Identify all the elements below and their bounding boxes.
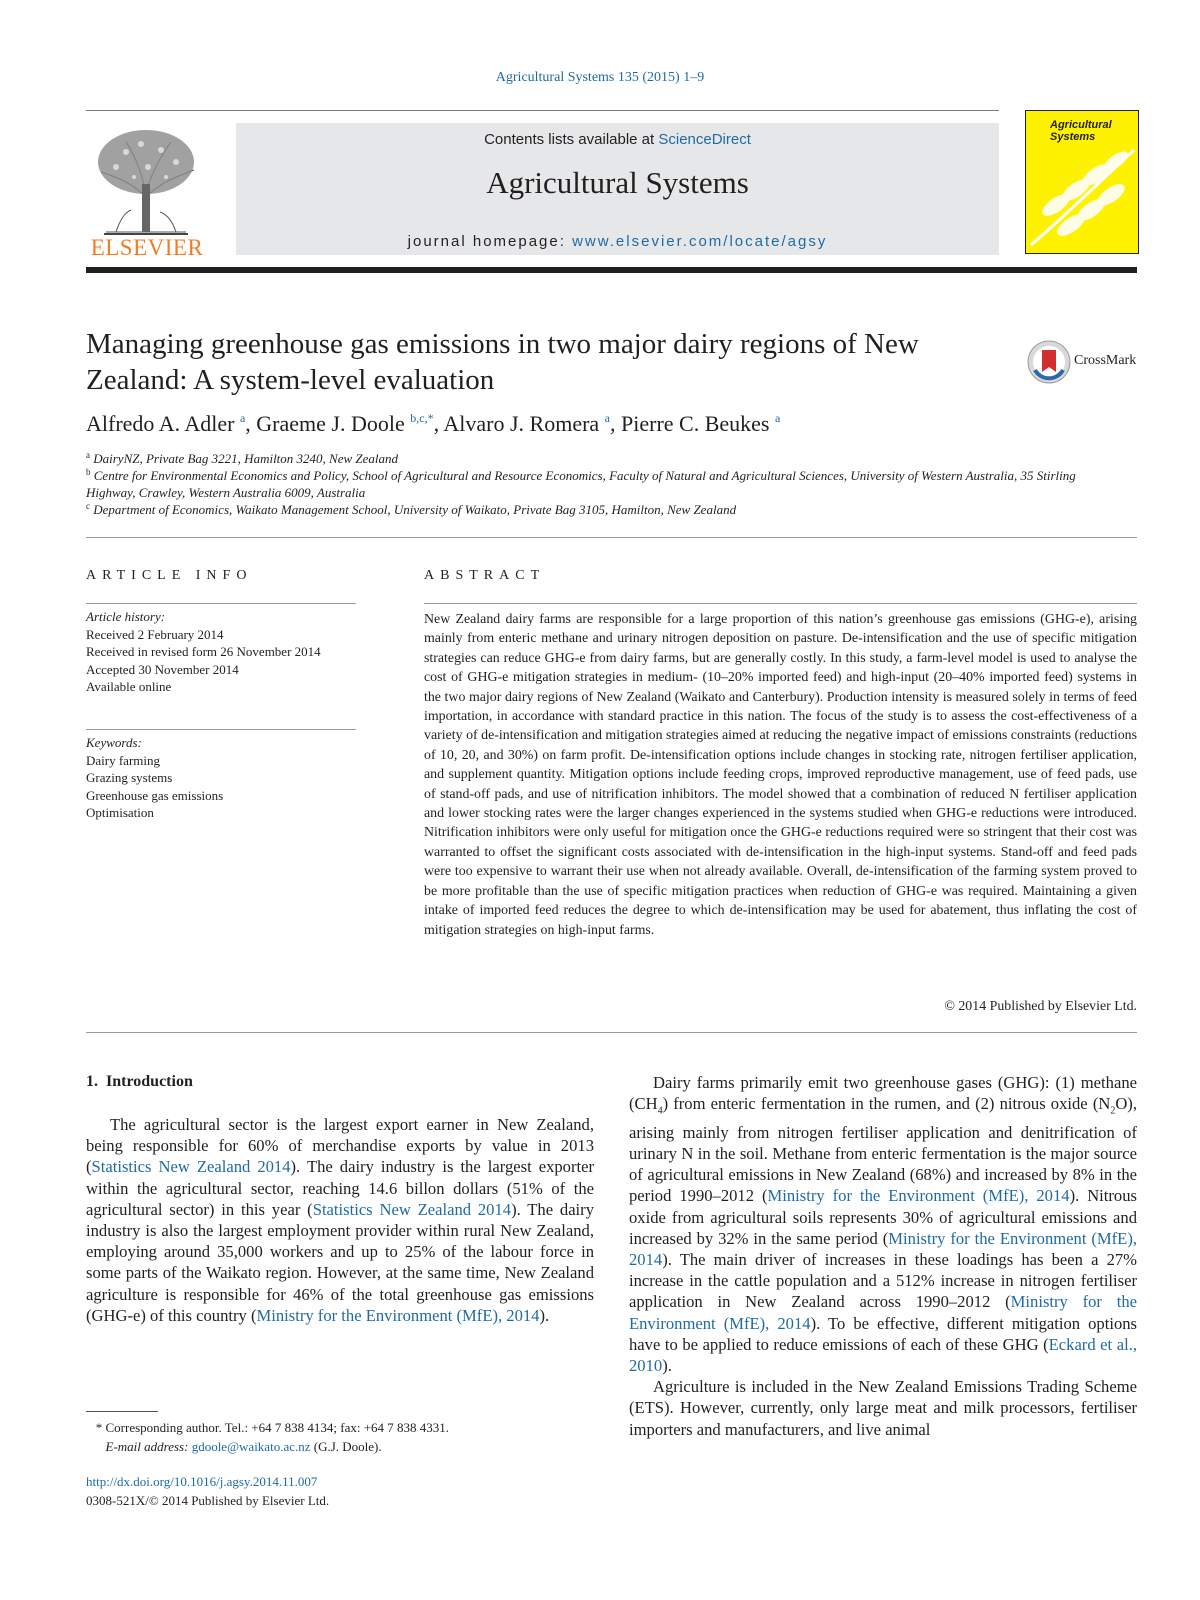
history-item: Received in revised form 26 November 2014 bbox=[86, 644, 321, 659]
author-name[interactable]: Alvaro J. Romera bbox=[443, 411, 600, 436]
body-text: ). The dairy industry is also the largest employment provider within rural New Zealand, employing around 35,000 workers and up to 25% of the labour force in some parts of the Waikato region. However, at the same time, New Zealand agriculture is responsible for 46% of the total greenhouse gas emissions (GHG-e) of this country ( bbox=[86, 1199, 594, 1325]
journal-cover[interactable] bbox=[1025, 110, 1139, 254]
author-affiliation-mark[interactable]: a bbox=[774, 411, 781, 425]
history-item: Received 2 February 2014 bbox=[86, 626, 224, 642]
citation-link[interactable]: Eckard et al., 2010 bbox=[629, 1334, 1137, 1375]
divider bbox=[86, 603, 356, 604]
history-item: Accepted 30 November 2014 bbox=[86, 661, 239, 677]
footnote-mark: * bbox=[95, 1420, 103, 1435]
crossmark-label[interactable]: CrossMark bbox=[1074, 353, 1137, 368]
body-left-column bbox=[86, 1114, 594, 1326]
top-rule bbox=[86, 110, 999, 111]
header-rule bbox=[86, 267, 1137, 273]
body-text: ). bbox=[539, 1305, 550, 1325]
citation-link[interactable]: Ministry for the Environment (MfE), 2014 bbox=[256, 1305, 540, 1325]
keyword-item: Grazing systems bbox=[86, 770, 173, 785]
history-item: Available online bbox=[86, 679, 172, 694]
wheat-icon bbox=[1026, 145, 1138, 253]
doi-link[interactable]: http://dx.doi.org/10.1016/j.agsy.2014.11.007 bbox=[86, 1474, 318, 1489]
crossmark-icon[interactable] bbox=[1027, 340, 1071, 384]
keyword-item: Greenhouse gas emissions bbox=[86, 787, 224, 803]
affiliation-mark: c bbox=[86, 501, 90, 511]
journal-homepage-link[interactable]: www.elsevier.com/locate/agsy bbox=[572, 233, 828, 250]
affiliation-mark: a bbox=[86, 450, 90, 460]
body-text: ). To be effective, different mitigation options have to be applied to reduce emissions of each of these GHG ( bbox=[629, 1313, 1137, 1354]
affiliation bbox=[86, 464, 1086, 501]
affiliation-text: Centre for Environmental Economics and Policy, School of Agricultural and Resource Economics, Faculty of Natural and Agricultural Sciences, University of Western Australia, 35 Stirling Highway, Crawley, Western Australia 6009, Australia bbox=[86, 468, 1076, 500]
journal-banner bbox=[236, 123, 999, 255]
footnote bbox=[86, 1418, 594, 1456]
affiliation-text: Department of Economics, Waikato Management School, University of Waikato, Private Bag 3105, Hamilton, New Zealand bbox=[93, 502, 737, 517]
keyword-item: Dairy farming bbox=[86, 752, 161, 768]
affiliation-text: DairyNZ, Private Bag 3221, Hamilton 3240, New Zealand bbox=[93, 451, 399, 466]
email-label: E-mail address: bbox=[105, 1439, 192, 1454]
homepage-line bbox=[236, 233, 999, 250]
keywords bbox=[86, 734, 356, 822]
body-text: ). The main driver of increases in these loadings has been a 27% increase in the cattle population and a 512% increase in nitrogen fertiliser application in New Zealand across 1990–2012 ( bbox=[629, 1249, 1137, 1312]
section-number: 1. bbox=[86, 1073, 98, 1090]
section-heading bbox=[86, 1073, 193, 1091]
body-paragraph bbox=[629, 1072, 1137, 1376]
author-affiliation-mark[interactable]: b,c,* bbox=[410, 411, 434, 425]
body-text: The agricultural sector is the largest export earner in New Zealand, being responsible for 60% of merchandise exports by value in 2013 ( bbox=[86, 1115, 594, 1177]
divider bbox=[86, 729, 356, 730]
sciencedirect-link[interactable]: ScienceDirect bbox=[658, 131, 751, 148]
cover-title: Agricultural Systems bbox=[1050, 119, 1112, 143]
article-info-heading: ARTICLE INFO bbox=[86, 568, 253, 583]
citation-link[interactable]: Ministry for the Environment (MfE), 2014 bbox=[767, 1186, 1070, 1206]
body-paragraph bbox=[86, 1114, 594, 1326]
footnote-email-line bbox=[86, 1437, 594, 1456]
footnote-rule bbox=[86, 1411, 158, 1412]
email-link[interactable]: gdoole@waikato.ac.nz bbox=[191, 1439, 311, 1454]
keywords-label: Keywords: bbox=[86, 735, 142, 750]
abstract-text: New Zealand dairy farms are responsible for a large proportion of this nation’s greenhouse gas emissions (GHG-e), arising mainly from enteric methane and urinary nitrogen deposition on pasture. De-intensification and the use of specific mitigation strategies can reduce GHG-e from dairy farms, but are generally costly. In this study, a farm-level model is used to analyse the cost of GHG-e mitigation strategies in medium- (10–20% imported feed) and high-input (20–40% imported feed) systems in the two major dairy regions of New Zealand (Waikato and Canterbury). Production intensity is measured solely in terms of feed importation, in accordance with standard practice in this nation. The focus of the study is to assess the cost-effectiveness of a variety of de-intensification and mitigation strategies aimed at reducing the negative impact of emissions constraints (reductions of 10, 20, and 30%) on farm profit. De-intensification options include changes in stocking rate, nitrogen fertiliser application, and supplement quantity. Mitigation options include feeding crops, improved reproductive management, use of feed pads, use of stand-off pads, and use of nitrification inhibitors. The model showed that a combination of reduced N fertiliser application and lower stocking rates were the larger changes experienced in the systems studied when GHG-e reductions were introduced. Nitrification inhibitors were only useful for mitigation once the GHG-e reductions required were so stringent that their cost was warranted to offset the significant costs associated with de-intensification in the high-input systems. Stand-off and feed pads were too expensive to warrant their use when not already available. Overall, de-intensification of the farming system proved to be more profitable than the use of specific mitigation practices when reduction of GHG-e was required. Maintaining a given intake of imported feed reduces the degree to which de-intensification may be used for abatement, thus inflating the cost of mitigation strategies on high-input farms. bbox=[424, 612, 1137, 938]
keyword-item: Optimisation bbox=[86, 805, 154, 820]
article-title: Managing greenhouse gas emissions in two major dairy regions of New Zealand: A system-level evaluation bbox=[86, 328, 919, 396]
body-text: ). The dairy industry is the largest exporter within the agricultural sector, reaching 14.6 billon dollars (51% of the agricultural sector) in this year ( bbox=[86, 1157, 594, 1219]
email-suffix: (G.J. Doole). bbox=[310, 1439, 382, 1454]
contents-prefix: Contents lists available at bbox=[484, 131, 659, 148]
author-name[interactable]: Pierre C. Beukes bbox=[621, 411, 770, 436]
affiliation-mark: b bbox=[86, 467, 91, 477]
body-text: ) from enteric fermentation in the rumen, and (2) nitrous oxide (N bbox=[662, 1094, 1111, 1114]
author-affiliation-mark[interactable]: a bbox=[604, 411, 610, 425]
contents-line bbox=[236, 131, 999, 148]
doi-block bbox=[86, 1472, 594, 1510]
footnote-text: Corresponding author. Tel.: +64 7 838 4134; fax: +64 7 838 4331. bbox=[102, 1420, 450, 1435]
divider bbox=[86, 537, 1137, 538]
affiliation bbox=[86, 498, 1086, 518]
publisher-wordmark[interactable]: ELSEVIER bbox=[90, 235, 204, 260]
abstract-heading: ABSTRACT bbox=[424, 568, 546, 583]
subscript: 2 bbox=[1110, 1105, 1116, 1117]
citation-link[interactable]: Ministry for the Environment (MfE), 2014 bbox=[629, 1228, 1137, 1269]
article-history bbox=[86, 608, 356, 696]
issn-line: 0308-521X/© 2014 Published by Elsevier Ltd. bbox=[86, 1493, 330, 1508]
running-head[interactable]: Agricultural Systems 135 (2015) 1–9 bbox=[495, 70, 705, 85]
citation-link[interactable]: Statistics New Zealand 2014 bbox=[312, 1199, 512, 1219]
citation-link[interactable]: Statistics New Zealand 2014 bbox=[91, 1157, 291, 1177]
author-affiliation-mark[interactable]: a bbox=[239, 411, 246, 425]
author-name[interactable]: Alfredo A. Adler bbox=[86, 411, 235, 436]
divider bbox=[424, 603, 1137, 604]
body-text: ). Nitrous oxide from agricultural soils represents 30% of agricultural emissions and increased by 32% in the same period ( bbox=[629, 1186, 1137, 1248]
abstract-copyright: © 2014 Published by Elsevier Ltd. bbox=[944, 999, 1137, 1014]
homepage-prefix: journal homepage: bbox=[407, 233, 573, 250]
body-text: O), arising mainly from nitrogen fertiliser application and denitrification of urinary N in the soil. Methane from enteric fermentation is the major source of agricultural emissions in New Zealand (68%) and increased by 8% in the period 1990–2012 ( bbox=[629, 1094, 1137, 1206]
author-name[interactable]: Graeme J. Doole bbox=[256, 411, 405, 436]
author-list: Alfredo A. Adler $^a$, Graeme J. Doole $^{b,c,*}$, Alvaro J. Romera $^a$, Pierre C. Beukes $^a$ bbox=[86, 411, 781, 436]
footnote-corresponding bbox=[86, 1418, 594, 1437]
journal-title: Agricultural Systems bbox=[486, 165, 749, 200]
body-text: ). bbox=[662, 1355, 672, 1375]
subscript: 4 bbox=[657, 1105, 663, 1117]
article-history-label: Article history: bbox=[86, 609, 166, 624]
body-right-column bbox=[629, 1072, 1137, 1440]
divider bbox=[86, 1032, 1137, 1033]
section-title: Introduction bbox=[106, 1073, 193, 1090]
citation-link[interactable]: Ministry for the Environment (MfE), 2014 bbox=[629, 1292, 1137, 1333]
body-paragraph: Agriculture is included in the New Zealand Emissions Trading Scheme (ETS). However, currently, only large meat and milk processors, fertiliser importers and manufacturers, and live animal bbox=[629, 1377, 1137, 1439]
body-text: Dairy farms primarily emit two greenhouse gases (GHG): (1) methane (CH bbox=[629, 1073, 1137, 1114]
